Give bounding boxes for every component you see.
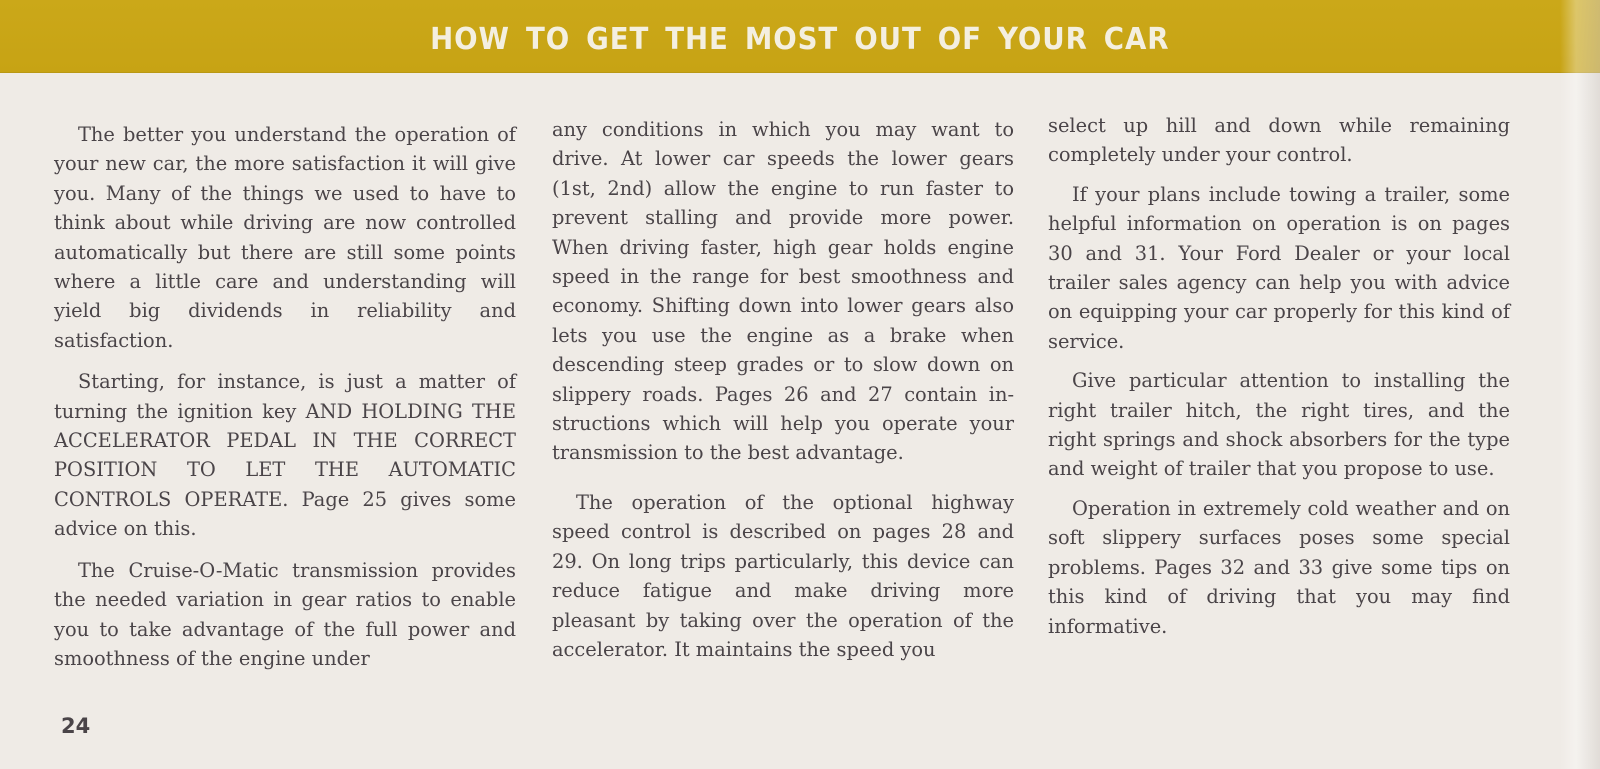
text-column-1: [54, 120, 516, 673]
paragraph: The better you understand the operation of your new car, the more satisfaction it will give you. Many of the things we used to have to think about while driving are now controlled automatically but there are still some points where a little care and understanding will yield big dividends in reliability and satisfaction.: [54, 123, 516, 352]
paragraph: Operation in extremely cold weather and on soft slippery surfaces poses some special problems. Pages 32 and 33 give some tips on this kind of driving that you may find informative.: [1048, 496, 1510, 638]
section-header-banner: [0, 0, 1600, 72]
paragraph: Starting, for instance, is just a matter of turning the ignition key AND HOLDING THE ACCELERATOR PEDAL IN THE CORRECT POSITION TO LET THE AUTOMATIC CONTROLS OPERATE. Page 25 gives some advice on this.: [54, 370, 516, 541]
section-title: HOW TO GET THE MOST OUT OF YOUR CAR: [430, 21, 1170, 57]
page-number: 24: [61, 714, 91, 738]
page-edge-shadow: [1560, 0, 1600, 769]
text-column-2: [552, 115, 1014, 664]
paragraph: select up hill and down while remaining completely under your control.: [1048, 114, 1510, 167]
paragraph: The operation of the optional highway speed control is described on pages 28 and 29. On long trips particularly, this device can reduce fatigue and make driving more pleasant by taking over the operation of the accelerator. It maintains the speed you: [552, 490, 1014, 661]
paragraph: Give particular attention to installing the right trailer hitch, the right tires, and the right springs and shock absorbers for the type and weight of trailer that you propose to use.: [1048, 369, 1510, 481]
paragraph: any conditions in which you may want to drive. At lower car speeds the lower gears (1st, 2nd) allow the engine to run faster to prevent stalling and provide more power. When driving faster, high gear holds engine speed in the range for best smoothness and economy. Shifting down into lower gears also lets you use the engine as a brake when descending steep grades or to slow down on slippery roads. Pages 26 and 27 contain instructions which will help you operate your transmission to the best advantage.: [552, 118, 1014, 465]
paragraph: The Cruise-O-Matic transmission provides the needed variation in gear ratios to enable you to take advantage of the full power and smoothness of the engine under: [54, 558, 516, 670]
paragraph: If your plans include towing a trailer, some helpful information on operation is on pages 30 and 31. Your Ford Dealer or your local trailer sales agency can help you with advice on equipping your car properly for this kind of service.: [1048, 182, 1510, 353]
text-column-3: [1048, 111, 1510, 641]
